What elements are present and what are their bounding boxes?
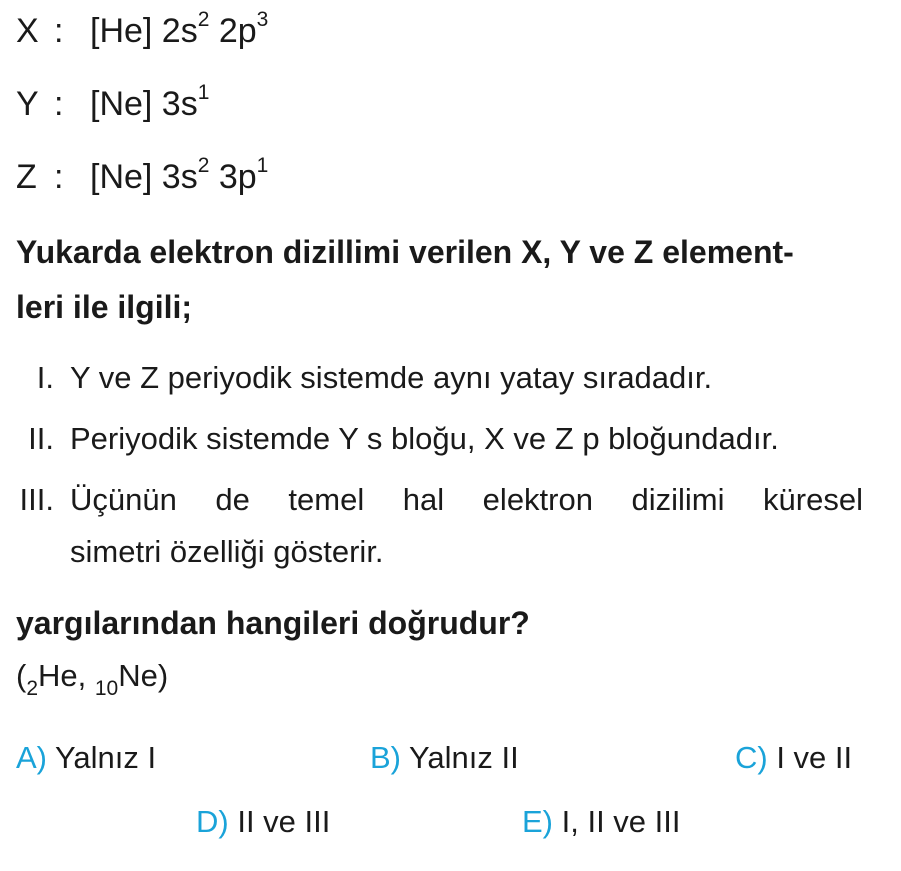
choice-text: Yalnız II <box>401 740 519 775</box>
choice-letter: D) <box>196 804 229 839</box>
choice-letter: C) <box>735 740 768 775</box>
superscript: 1 <box>197 80 210 104</box>
choice-b[interactable] <box>370 740 519 776</box>
config-z <box>16 153 269 197</box>
question-line-1: Yukarda elektron dizillimi verilen X, Y ve Z element- <box>16 234 794 270</box>
superscript: 2 <box>197 7 210 31</box>
config-y <box>16 80 210 124</box>
question-line-2: leri ile ilgili; <box>16 289 193 325</box>
config-core: [He] 2s <box>90 12 198 50</box>
config-x <box>16 7 269 51</box>
statement-number: III. <box>19 482 54 517</box>
superscript: 2 <box>197 153 210 177</box>
choice-a[interactable] <box>16 740 156 776</box>
paren-open: ( <box>16 658 27 693</box>
choice-letter: E) <box>522 804 553 839</box>
statement-1 <box>0 360 712 396</box>
choice-d[interactable] <box>196 804 330 840</box>
choice-text: I, II ve III <box>553 804 681 839</box>
atomic-numbers-note <box>16 658 169 701</box>
element-ne: Ne <box>118 658 158 693</box>
question-prompt: yargılarından hangileri doğrudur? <box>16 605 530 641</box>
config-core: [Ne] 3s <box>90 85 198 123</box>
config-rest: 2p <box>209 12 257 50</box>
statement-text: Periyodik sistemde Y s bloğu, X ve Z p bloğundadır. <box>70 421 779 456</box>
colon: : <box>54 85 64 123</box>
statement-3 <box>0 482 863 518</box>
colon: : <box>54 158 64 196</box>
statement-number: II. <box>28 421 54 456</box>
superscript: 3 <box>256 7 269 31</box>
paren-close: ) <box>157 658 169 693</box>
statement-number: I. <box>36 360 54 395</box>
colon: : <box>54 12 64 50</box>
element-symbol: Z <box>16 158 37 196</box>
atomic-number-he: 2 <box>26 677 39 701</box>
element-symbol: X <box>16 12 39 50</box>
statement-text: Y ve Z periyodik sistemde aynı yatay sıradadır. <box>70 360 713 395</box>
element-he: He, <box>38 658 95 693</box>
config-rest: 3p <box>209 158 257 196</box>
element-symbol: Y <box>16 85 39 123</box>
choice-letter: B) <box>370 740 401 775</box>
superscript: 1 <box>256 153 269 177</box>
statement-text: Üçünün de temel hal elektron dizilimi küresel <box>70 482 863 517</box>
statement-3-continuation: simetri özelliği gösterir. <box>70 534 384 569</box>
choice-text: I ve II <box>767 740 853 775</box>
statement-2 <box>0 421 779 457</box>
choice-e[interactable] <box>522 804 680 840</box>
choice-c[interactable] <box>735 740 852 776</box>
choice-text: Yalnız I <box>47 740 157 775</box>
choice-text: II ve III <box>228 804 331 839</box>
atomic-number-ne: 10 <box>94 677 119 701</box>
config-core: [Ne] 3s <box>90 158 198 196</box>
choice-letter: A) <box>16 740 47 775</box>
